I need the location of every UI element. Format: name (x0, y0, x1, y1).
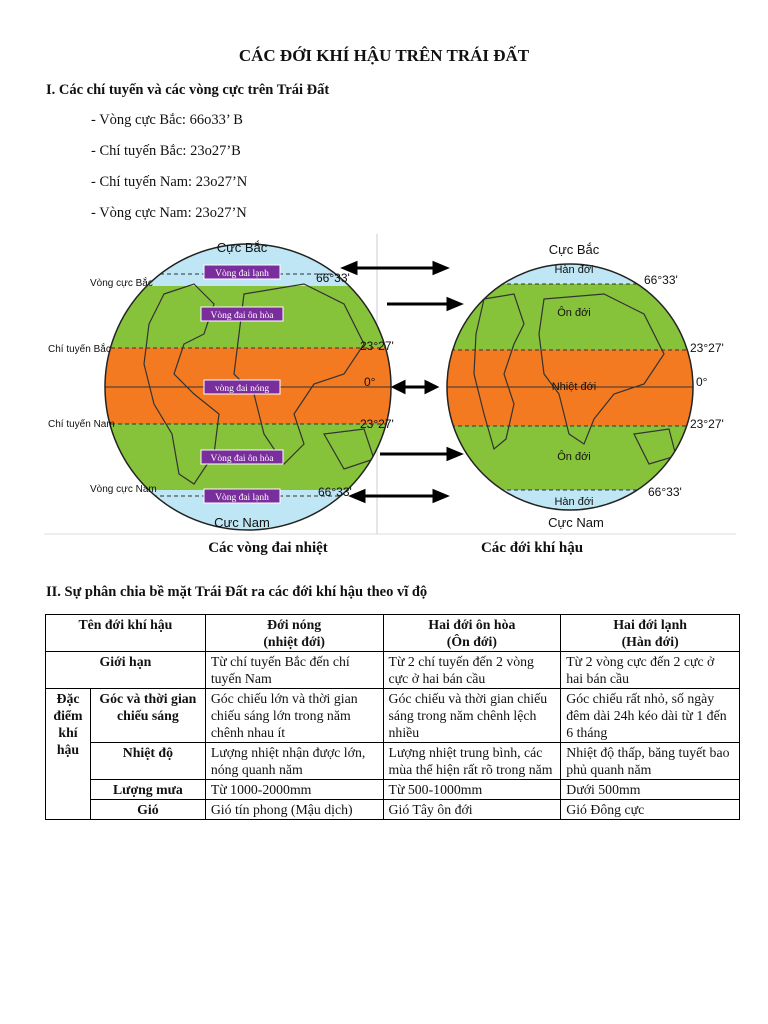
degree-label: 66°33' (318, 485, 352, 499)
north-pole-label: Cực Bắc (548, 242, 600, 257)
belt-label: Vòng đai lạnh (215, 269, 269, 279)
list-item: - Vòng cực Bắc: 66o33’ B (91, 112, 243, 128)
south-pole-label: Cực Nam (214, 515, 270, 530)
page-title: CÁC ĐỚI KHÍ HẬU TRÊN TRÁI ĐẤT (238, 46, 530, 65)
table-cell: Từ 2 chí tuyến đến 2 vòng cực ở hai bán cầu (383, 652, 561, 689)
zone-label: Ôn đới (557, 451, 591, 463)
table-cell: Từ 1000-2000mm (205, 780, 383, 800)
row-label: Gió (90, 800, 205, 820)
table-cell: Gió Tây ôn đới (383, 800, 561, 820)
degree-label: 23°27' (690, 341, 724, 355)
row-group-label: Đặc điểm khí hậu (46, 689, 91, 820)
belt-label: Vòng đai ôn hòa (210, 311, 274, 321)
zone-label: Hàn đới (554, 496, 594, 508)
side-label: Chí tuyến Bắc (48, 344, 111, 355)
degree-label: 66°33' (648, 485, 682, 499)
table-header-row (46, 615, 740, 652)
table-cell: Dưới 500mm (561, 780, 740, 800)
table-cell: Góc chiếu và thời gian chiếu sáng trong năm chênh lệch nhiều (383, 689, 561, 743)
table-cell: Từ 2 vòng cực đến 2 cực ở hai bán cầu (561, 652, 740, 689)
north-pole-label: Cực Bắc (216, 240, 268, 255)
table-row (46, 689, 740, 743)
degree-label: 23°27' (690, 417, 724, 431)
side-label: Vòng cực Nam (90, 484, 157, 495)
table-header-cell: Tên đới khí hậu (46, 615, 206, 652)
list-item: - Chí tuyến Bắc: 23o27’B (91, 143, 241, 159)
section-1-heading: I. Các chí tuyến và các vòng cực trên Trái Đất (46, 82, 330, 98)
degree-label: 23°27' (360, 417, 394, 431)
list-item: - Vòng cực Nam: 23o27’N (91, 205, 247, 221)
table-header-cell: Đới nóng (nhiệt đới) (205, 615, 383, 652)
table-row (46, 780, 740, 800)
table-row (46, 743, 740, 780)
zone-label: Nhiệt đới (551, 381, 597, 393)
degree-label: 0° (364, 375, 376, 389)
belt-label: Vòng đai lạnh (215, 493, 269, 503)
row-label: Nhiệt độ (90, 743, 205, 780)
table-cell: Lượng nhiệt trung bình, các mùa thể hiện rất rõ trong năm (383, 743, 561, 780)
row-label: Lượng mưa (90, 780, 205, 800)
figure-caption-right: Các đới khí hậu (480, 540, 584, 556)
table-cell: Lượng nhiệt nhận được lớn, nóng quanh năm (205, 743, 383, 780)
belt-label: Vòng đai ôn hòa (210, 454, 274, 464)
table-cell: Góc chiếu rất nhỏ, số ngày đêm dài 24h kéo dài từ 1 đến 6 tháng (561, 689, 740, 743)
table-cell: Gió Đông cực (561, 800, 740, 820)
table-cell: Từ 500-1000mm (383, 780, 561, 800)
table-header-cell: Hai đới lạnh (Hàn đới) (561, 615, 740, 652)
south-pole-label: Cực Nam (548, 515, 604, 530)
climate-zones-figure (44, 234, 736, 564)
row-label: Giới hạn (46, 652, 206, 689)
table-header-cell: Hai đới ôn hòa (Ôn đới) (383, 615, 561, 652)
list-item: - Chí tuyến Nam: 23o27’N (91, 174, 248, 190)
table-cell: Góc chiếu lớn và thời gian chiếu sáng lớn trong năm chênh nhau ít (205, 689, 383, 743)
table-row (46, 800, 740, 820)
zone-label: Hàn đới (554, 264, 594, 276)
row-label: Góc và thời gian chiếu sáng (90, 689, 205, 743)
degree-label: 66°33' (316, 271, 350, 285)
table-cell: Nhiệt độ thấp, băng tuyết bao phủ quanh năm (561, 743, 740, 780)
table-cell: Gió tín phong (Mậu dịch) (205, 800, 383, 820)
section-2-heading: II. Sự phân chia bề mặt Trái Đất ra các đới khí hậu theo vĩ độ (46, 584, 428, 600)
side-label: Vòng cực Bắc (90, 278, 153, 289)
table-row (46, 652, 740, 689)
degree-label: 0° (696, 375, 708, 389)
climate-zones-table (45, 614, 740, 820)
zone-label: Ôn đới (557, 307, 591, 319)
degree-label: 23°27' (360, 339, 394, 353)
degree-label: 66°33' (644, 273, 678, 287)
figure-caption-left: Các vòng đai nhiệt (208, 540, 328, 556)
side-label: Chí tuyến Nam (48, 419, 115, 430)
table-cell: Từ chí tuyến Bắc đến chí tuyến Nam (205, 652, 383, 689)
belt-label: vòng đai nóng (214, 384, 270, 394)
